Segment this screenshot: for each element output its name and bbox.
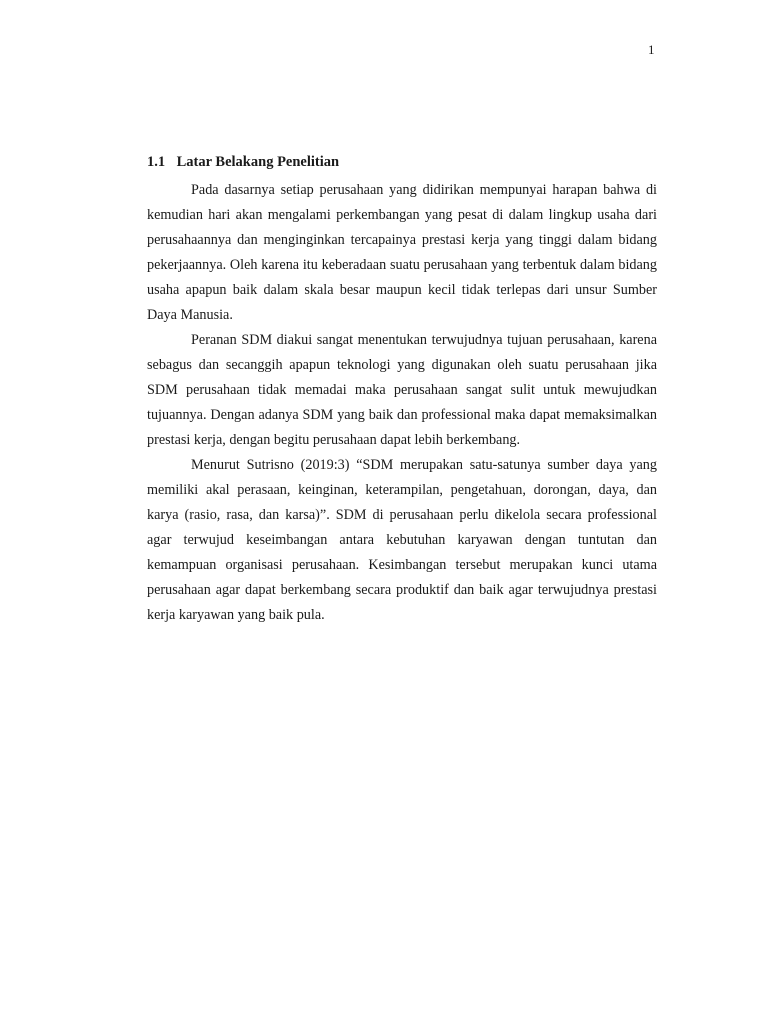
paragraph-2: Peranan SDM diakui sangat menentukan terwujudnya tujuan perusahaan, karena sebagus dan secanggih apapun teknologi yang digunakan oleh suatu perusahaan jika SDM perusahaan tidak memadai maka perusahaan sangat sulit untuk mewujudkan tujuannya. Dengan adanya SDM yang baik dan professional maka dapat memaksimalkan prestasi kerja, dengan begitu perusahaan dapat lebih berkembang. (147, 332, 657, 448)
section-number: 1.1 (147, 154, 166, 170)
page-number: 1 (648, 42, 655, 57)
document-body (147, 152, 657, 628)
paragraph-1: Pada dasarnya setiap perusahaan yang didirikan mempunyai harapan bahwa di kemudian hari akan mengalami perkembangan yang pesat di dalam lingkup usaha dari perusahaannya dan menginginkan tercapainya prestasi kerja yang tinggi dalam bidang pekerjaannya. Oleh karena itu keberadaan suatu perusahaan yang terbentuk dalam bidang usaha apapun baik dalam skala besar maupun kecil tidak terlepas dari unsur Sumber Daya Manusia. (147, 182, 657, 323)
section-title: Latar Belakang Penelitian (176, 154, 340, 170)
paragraph-3: Menurut Sutrisno (2019:3) “SDM merupakan satu-satunya sumber daya yang memiliki akal perasaan, keinginan, keterampilan, pengetahuan, dorongan, daya, dan karya (rasio, rasa, dan karsa)”. SDM di perusahaan perlu dikelola secara professional agar terwujud keseimbangan antara kebutuhan karyawan dengan tuntutan dan kemampuan organisasi perusahaan. Kesimbangan tersebut merupakan kunci utama perusahaan agar dapat berkembang secara produktif dan baik agar terwujudnya prestasi kerja karyawan yang baik pula. (147, 457, 657, 623)
section-heading (147, 152, 657, 172)
